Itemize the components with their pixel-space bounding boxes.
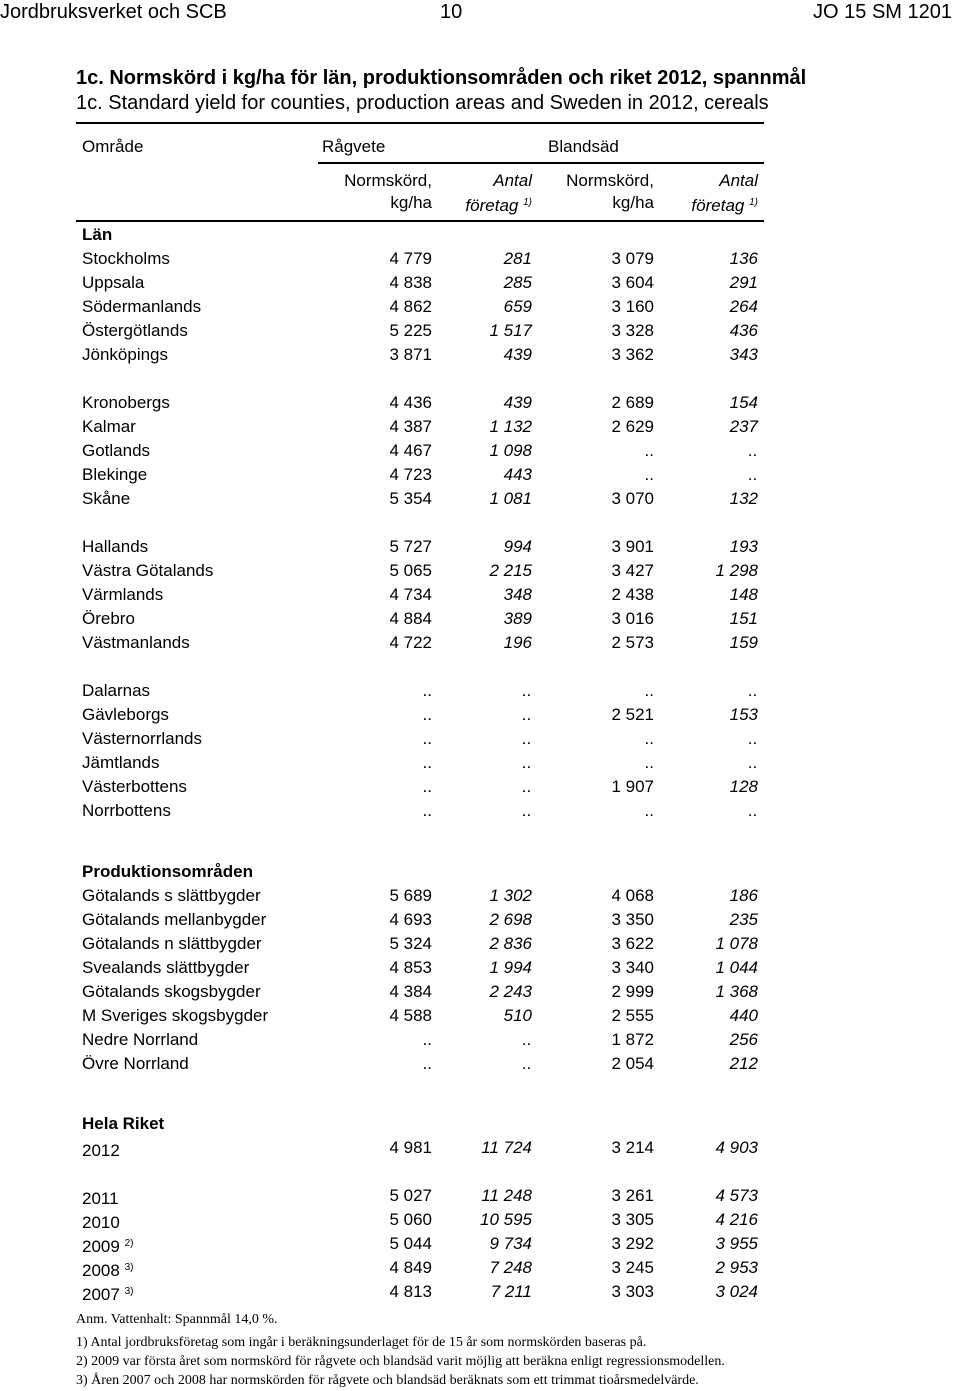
cell-rye-count: ..: [522, 1054, 532, 1073]
cell-mixed-yield: 2 999: [611, 982, 654, 1001]
cell-rye-yield: 4 884: [389, 609, 432, 628]
cell-mixed-count: ..: [748, 801, 758, 820]
row-label: Värmlands: [82, 585, 164, 604]
row-label: Götalands mellanbygder: [82, 910, 267, 929]
rule-group: [318, 162, 764, 164]
cell-mixed-count: 4 573: [715, 1186, 758, 1205]
col-header-line: [691, 192, 758, 217]
cell-rye-yield: ..: [422, 729, 432, 748]
cell-mixed-count: 2 953: [715, 1258, 758, 1277]
cell-rye-yield: 4 588: [389, 1006, 432, 1025]
cell-rye-yield: 5 689: [389, 886, 432, 905]
cell-rye-yield: 5 044: [389, 1234, 432, 1253]
cell-rye-count: 348: [503, 585, 532, 604]
cell-rye-count: 2 698: [489, 910, 532, 929]
cell-mixed-yield: ..: [644, 441, 654, 460]
cell-mixed-count: ..: [748, 681, 758, 700]
cell-mixed-yield: 3 214: [611, 1138, 654, 1157]
row-label: Götalands skogsbygder: [82, 982, 261, 1001]
cell-rye-count: 9 734: [489, 1234, 532, 1253]
footnote-ref: 3): [124, 1262, 134, 1273]
cell-rye-count: ..: [522, 1030, 532, 1049]
row-label: Gotlands: [82, 441, 151, 460]
cell-mixed-yield: 3 604: [611, 273, 654, 292]
cell-rye-count: ..: [522, 729, 532, 748]
row-label: Dalarnas: [82, 681, 151, 700]
cell-mixed-count: 159: [729, 633, 758, 652]
cell-mixed-yield: 3 340: [611, 958, 654, 977]
cell-rye-count: 196: [503, 633, 532, 652]
cell-mixed-yield: 3 160: [611, 297, 654, 316]
col-header-mixed: Blandsäd: [548, 137, 619, 156]
col-header-rye: Rågvete: [322, 137, 386, 156]
cell-mixed-yield: ..: [644, 681, 654, 700]
col-header-rye-yield: [344, 170, 432, 214]
section-lan: Län: [82, 225, 113, 244]
cell-rye-yield: 4 387: [389, 417, 432, 436]
cell-mixed-count: 3 024: [715, 1282, 758, 1301]
cell-rye-yield: ..: [422, 1030, 432, 1049]
cell-rye-yield: 4 862: [389, 297, 432, 316]
cell-rye-yield: 5 027: [389, 1186, 432, 1205]
cell-rye-yield: 5 225: [389, 321, 432, 340]
cell-mixed-yield: 3 079: [611, 249, 654, 268]
row-label: [82, 1209, 120, 1234]
cell-rye-count: ..: [522, 753, 532, 772]
footnote-3: 3) Åren 2007 och 2008 har normskörden för rågvete och blandsäd beräknats som ett trimmat tioårsmedelvärde.: [76, 1373, 699, 1388]
table-title-english: 1c. Standard yield for counties, production areas and Sweden in 2012, cereals: [76, 92, 769, 114]
cell-mixed-count: 154: [729, 393, 758, 412]
footnote-ref: 2): [124, 1238, 134, 1249]
cell-rye-count: 285: [503, 273, 532, 292]
rule-header-bottom: [76, 220, 764, 222]
cell-rye-yield: 4 734: [389, 585, 432, 604]
cell-rye-yield: 5 065: [389, 561, 432, 580]
cell-rye-yield: ..: [422, 705, 432, 724]
cell-mixed-count: 235: [729, 910, 758, 929]
col-header-mixed-count: [691, 170, 758, 217]
row-label: Norrbottens: [82, 801, 171, 820]
cell-mixed-count: 440: [729, 1006, 758, 1025]
cell-mixed-yield: 1 872: [611, 1030, 654, 1049]
cell-mixed-count: 193: [729, 537, 758, 556]
col-header-line: Normskörd,: [344, 171, 432, 190]
cell-rye-count: 281: [503, 249, 532, 268]
row-label: Svealands slättbygder: [82, 958, 250, 977]
col-header-area: Område: [82, 137, 144, 156]
section-riket: Hela Riket: [82, 1114, 165, 1133]
cell-rye-count: 11 724: [481, 1138, 532, 1157]
cell-mixed-yield: 3 901: [611, 537, 654, 556]
cell-mixed-yield: 3 427: [611, 561, 654, 580]
cell-rye-count: 659: [503, 297, 532, 316]
cell-rye-count: 11 248: [481, 1186, 532, 1205]
row-label: [82, 1137, 120, 1162]
cell-rye-count: 2 215: [489, 561, 532, 580]
row-label: Götalands s slättbygder: [82, 886, 261, 905]
row-label: Kalmar: [82, 417, 136, 436]
cell-rye-count: 443: [503, 465, 532, 484]
cell-rye-count: 1 517: [489, 321, 532, 340]
row-label: Stockholms: [82, 249, 170, 268]
cell-rye-count: 510: [503, 1006, 532, 1025]
row-label: [82, 1233, 133, 1258]
cell-mixed-count: 436: [729, 321, 758, 340]
cell-rye-count: 389: [503, 609, 532, 628]
row-label: Örebro: [82, 609, 135, 628]
section-prod: Produktionsområden: [82, 862, 253, 881]
cell-rye-yield: 4 813: [389, 1282, 432, 1301]
col-header-line: Antal: [493, 171, 532, 190]
cell-mixed-count: 256: [729, 1030, 758, 1049]
cell-mixed-yield: 2 689: [611, 393, 654, 412]
cell-rye-count: 2 836: [489, 934, 532, 953]
cell-rye-count: ..: [522, 777, 532, 796]
cell-rye-yield: 5 727: [389, 537, 432, 556]
year-label: 2009: [82, 1237, 120, 1256]
cell-mixed-yield: 3 328: [611, 321, 654, 340]
cell-mixed-count: 1 298: [715, 561, 758, 580]
cell-rye-yield: 4 981: [389, 1138, 432, 1157]
cell-mixed-count: 237: [729, 417, 758, 436]
row-label: Götalands n slättbygder: [82, 934, 262, 953]
cell-mixed-yield: ..: [644, 729, 654, 748]
cell-mixed-yield: ..: [644, 753, 654, 772]
cell-mixed-yield: 3 070: [611, 489, 654, 508]
cell-rye-yield: 4 384: [389, 982, 432, 1001]
year-label: 2007: [82, 1285, 120, 1304]
cell-rye-yield: ..: [422, 753, 432, 772]
col-header-line: [465, 192, 532, 217]
col-header-line: Normskörd,: [566, 171, 654, 190]
col-header-line: kg/ha: [390, 193, 432, 212]
row-label: Västra Götalands: [82, 561, 214, 580]
cell-rye-yield: 4 849: [389, 1258, 432, 1277]
note-anm: Anm. Vattenhalt: Spannmål 14,0 %.: [76, 1312, 278, 1327]
cell-mixed-count: 1 044: [715, 958, 758, 977]
year-label: 2012: [82, 1141, 120, 1160]
row-label: Västerbottens: [82, 777, 187, 796]
row-label: Nedre Norrland: [82, 1030, 199, 1049]
cell-mixed-yield: 3 303: [611, 1282, 654, 1301]
cell-mixed-yield: 2 555: [611, 1006, 654, 1025]
cell-mixed-count: 1 078: [715, 934, 758, 953]
cell-mixed-count: 1 368: [715, 982, 758, 1001]
row-label: Kronobergs: [82, 393, 170, 412]
cell-rye-yield: 4 467: [389, 441, 432, 460]
cell-rye-yield: 4 693: [389, 910, 432, 929]
row-label: Hallands: [82, 537, 149, 556]
cell-mixed-yield: 2 054: [611, 1054, 654, 1073]
row-label: Skåne: [82, 489, 131, 508]
row-label: M Sveriges skogsbygder: [82, 1006, 269, 1025]
cell-rye-count: 1 081: [489, 489, 532, 508]
cell-mixed-count: 264: [729, 297, 758, 316]
row-label: Gävleborgs: [82, 705, 169, 724]
cell-rye-count: ..: [522, 801, 532, 820]
footnote-2: 2) 2009 var första året som normskörd för rågvete och blandsäd varit möjlig att beräkna enligt regressionsmodellen.: [76, 1354, 725, 1369]
row-label: [82, 1257, 133, 1282]
row-label: Södermanlands: [82, 297, 202, 316]
cell-rye-count: 1 132: [489, 417, 532, 436]
cell-rye-count: 1 994: [489, 958, 532, 977]
footnote-ref: 1): [523, 197, 532, 208]
cell-mixed-yield: ..: [644, 465, 654, 484]
cell-rye-count: ..: [522, 705, 532, 724]
cell-rye-yield: 5 324: [389, 934, 432, 953]
cell-mixed-yield: 3 362: [611, 345, 654, 364]
cell-rye-yield: ..: [422, 1054, 432, 1073]
row-label: Västmanlands: [82, 633, 190, 652]
row-label: Östergötlands: [82, 321, 188, 340]
cell-rye-yield: ..: [422, 681, 432, 700]
header-publisher: Jordbruksverket och SCB: [0, 1, 227, 23]
cell-rye-yield: ..: [422, 801, 432, 820]
cell-mixed-yield: 2 438: [611, 585, 654, 604]
row-label: [82, 1185, 119, 1210]
cell-mixed-yield: 3 261: [611, 1186, 654, 1205]
row-label: Blekinge: [82, 465, 148, 484]
cell-mixed-count: ..: [748, 729, 758, 748]
cell-rye-yield: ..: [422, 777, 432, 796]
cell-mixed-count: ..: [748, 465, 758, 484]
cell-mixed-count: 148: [729, 585, 758, 604]
cell-rye-count: 439: [503, 345, 532, 364]
cell-mixed-count: 343: [729, 345, 758, 364]
cell-mixed-count: 136: [729, 249, 758, 268]
cell-mixed-yield: 3 292: [611, 1234, 654, 1253]
cell-mixed-count: ..: [748, 753, 758, 772]
cell-rye-yield: 5 060: [389, 1210, 432, 1229]
cell-mixed-count: 132: [729, 489, 758, 508]
cell-rye-yield: 4 723: [389, 465, 432, 484]
col-header-line: kg/ha: [612, 193, 654, 212]
cell-rye-count: 1 098: [489, 441, 532, 460]
col-header-text: företag: [691, 196, 745, 215]
footnote-1: 1) Antal jordbruksföretag som ingår i beräkningsunderlaget för de 15 år som normskörden baseras på.: [76, 1335, 647, 1350]
cell-rye-count: 439: [503, 393, 532, 412]
col-header-text: företag: [465, 196, 519, 215]
footnote-ref: 1): [749, 197, 758, 208]
cell-rye-yield: 4 853: [389, 958, 432, 977]
cell-rye-count: ..: [522, 681, 532, 700]
table-title-swedish: 1c. Normskörd i kg/ha för län, produktionsområden och riket 2012, spannmål: [76, 67, 807, 89]
row-label: Övre Norrland: [82, 1054, 189, 1073]
year-label: 2011: [82, 1189, 119, 1208]
cell-mixed-yield: 3 305: [611, 1210, 654, 1229]
cell-rye-yield: 4 722: [389, 633, 432, 652]
rule-top: [76, 122, 764, 124]
cell-mixed-count: 151: [729, 609, 758, 628]
cell-rye-count: 7 211: [490, 1282, 532, 1301]
cell-mixed-count: 291: [729, 273, 758, 292]
cell-mixed-count: 128: [729, 777, 758, 796]
cell-mixed-count: 212: [729, 1054, 758, 1073]
cell-rye-yield: 4 779: [389, 249, 432, 268]
cell-mixed-count: 3 955: [715, 1234, 758, 1253]
col-header-line: Antal: [719, 171, 758, 190]
cell-mixed-yield: 3 016: [611, 609, 654, 628]
row-label: [82, 1281, 133, 1306]
header-series: JO 15 SM 1201: [813, 1, 952, 23]
page-number: 10: [440, 1, 463, 23]
cell-mixed-yield: 3 350: [611, 910, 654, 929]
cell-mixed-yield: 4 068: [611, 886, 654, 905]
year-label: 2008: [82, 1261, 120, 1280]
cell-rye-yield: 3 871: [389, 345, 432, 364]
cell-rye-count: 994: [503, 537, 532, 556]
cell-mixed-count: ..: [748, 441, 758, 460]
cell-rye-count: 7 248: [489, 1258, 532, 1277]
row-label: Västernorrlands: [82, 729, 203, 748]
cell-rye-yield: 5 354: [389, 489, 432, 508]
col-header-rye-count: [465, 170, 532, 217]
cell-rye-count: 2 243: [489, 982, 532, 1001]
cell-rye-yield: 4 838: [389, 273, 432, 292]
col-header-mixed-yield: [566, 170, 654, 214]
row-label: Jönköpings: [82, 345, 169, 364]
cell-mixed-count: 4 216: [715, 1210, 758, 1229]
cell-mixed-count: 186: [729, 886, 758, 905]
cell-mixed-count: 4 903: [715, 1138, 758, 1157]
year-label: 2010: [82, 1213, 120, 1232]
cell-mixed-yield: 2 629: [611, 417, 654, 436]
row-label: Jämtlands: [82, 753, 160, 772]
cell-mixed-yield: 1 907: [611, 777, 654, 796]
row-label: Uppsala: [82, 273, 145, 292]
cell-mixed-yield: 3 622: [611, 934, 654, 953]
cell-rye-count: 1 302: [489, 886, 532, 905]
cell-rye-count: 10 595: [480, 1210, 532, 1229]
cell-mixed-yield: 2 573: [611, 633, 654, 652]
footnote-ref: 3): [124, 1286, 134, 1297]
cell-rye-yield: 4 436: [389, 393, 432, 412]
cell-mixed-count: 153: [729, 705, 758, 724]
cell-mixed-yield: 2 521: [611, 705, 654, 724]
cell-mixed-yield: ..: [644, 801, 654, 820]
cell-mixed-yield: 3 245: [611, 1258, 654, 1277]
